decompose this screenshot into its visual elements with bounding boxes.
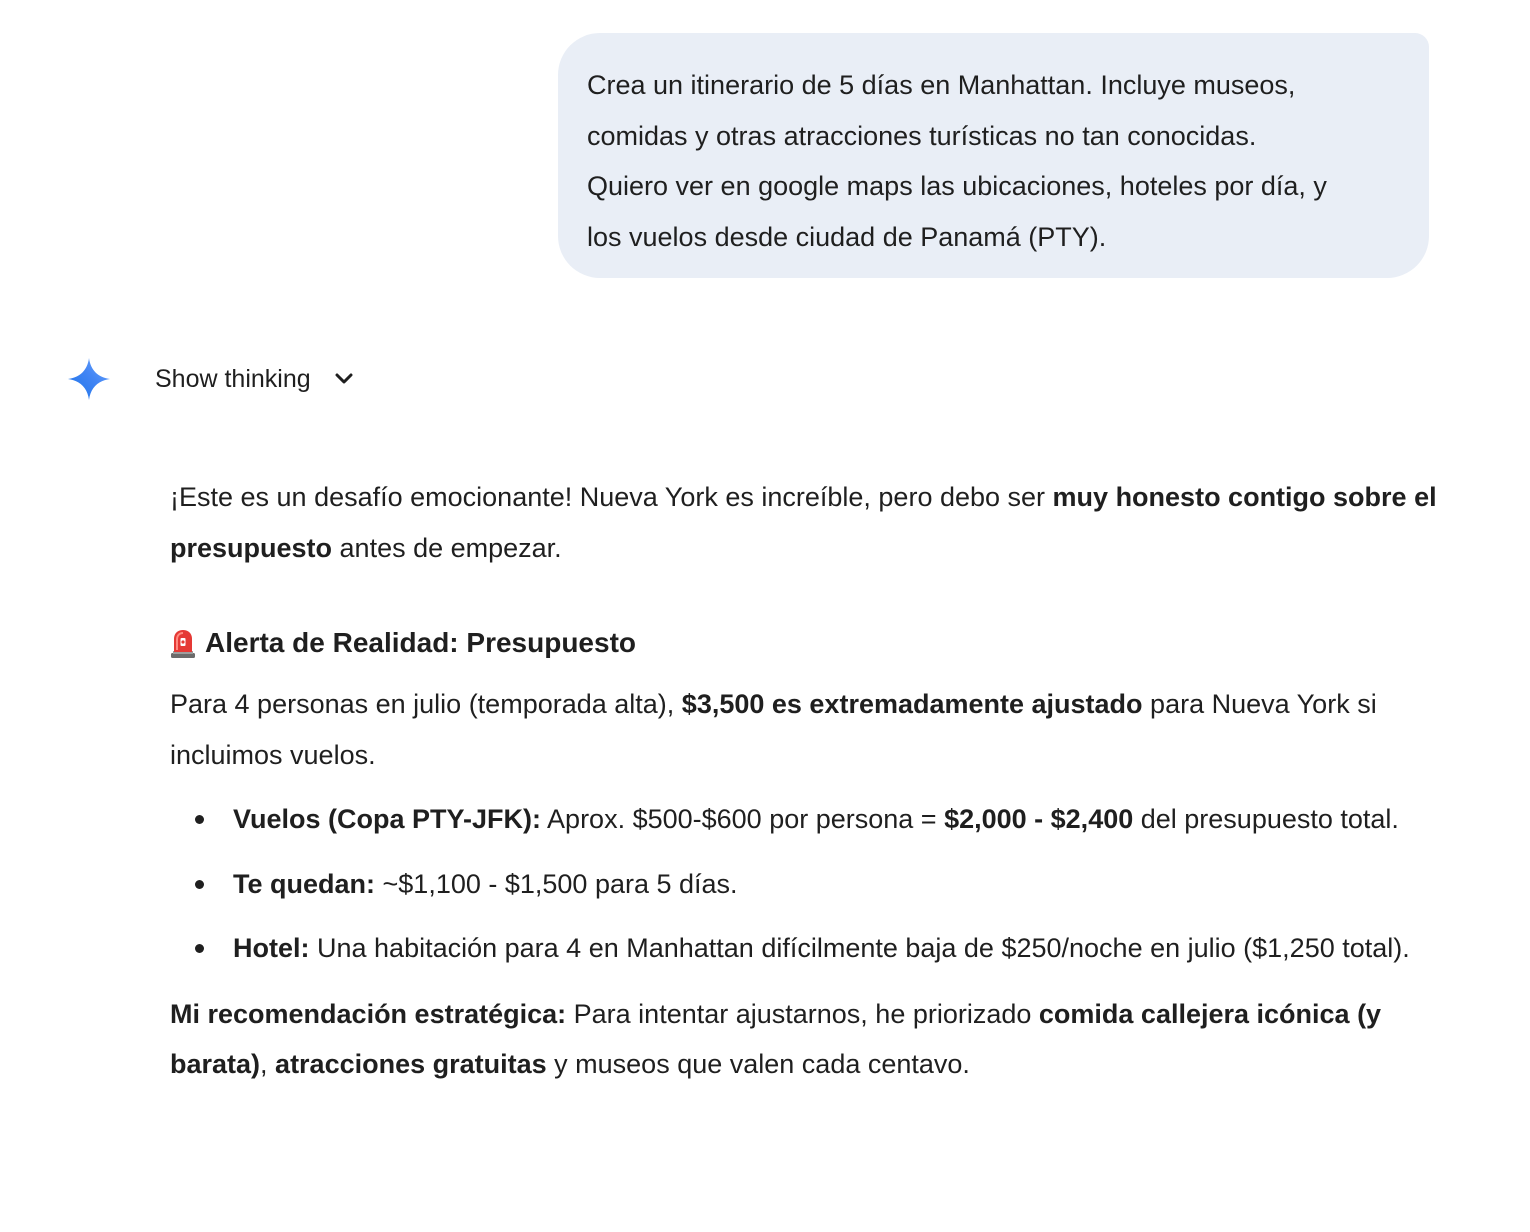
budget-paragraph	[170, 679, 1440, 780]
intro-bold: muy honesto contigo sobre el presupuesto	[170, 482, 1437, 563]
budget-bullet-list	[170, 794, 1440, 974]
bullet-text-end: del presupuesto total.	[1133, 804, 1399, 834]
budget-text: Para 4 personas en julio (temporada alta),	[170, 689, 682, 719]
show-thinking-button[interactable]	[155, 365, 357, 394]
budget-bold: $3,500 es extremadamente ajustado	[681, 689, 1143, 719]
list-item	[170, 923, 1440, 974]
recommendation-bold-1: comida callejera icónica (y barata)	[170, 998, 1382, 1079]
intro-paragraph	[170, 472, 1440, 573]
user-message-line-1: Crea un itinerario de 5 días en Manhattan. Incluye museos,	[587, 70, 1296, 100]
user-message-line-4: los vuelos desde ciudad de Panamá (PTY).	[587, 221, 1107, 252]
assistant-header	[66, 356, 357, 402]
chevron-down-icon	[331, 366, 357, 392]
budget-text-end: para Nueva York si incluimos vuelos.	[170, 689, 1377, 770]
alert-heading	[170, 618, 1440, 668]
bullet-bold: $2,000 - $2,400	[944, 804, 1134, 834]
bullet-label: Te quedan:	[233, 868, 376, 899]
list-item	[170, 859, 1440, 910]
user-message-line-3: Quiero ver en google maps las ubicaciones, hoteles por día, y	[587, 171, 1327, 201]
bullet-text: ~$1,100 - $1,500 para 5 días.	[375, 868, 738, 899]
assistant-response	[170, 472, 1440, 1090]
recommendation-sep: ,	[260, 1049, 276, 1079]
siren-emoji-icon	[170, 628, 196, 658]
gemini-sparkle-icon	[66, 356, 112, 402]
show-thinking-label: Show thinking	[155, 364, 311, 393]
user-message-line-2: comidas y otras atracciones turísticas no tan conocidas.	[587, 120, 1257, 151]
user-message-bubble	[558, 33, 1429, 278]
bullet-text: Una habitación para 4 en Manhattan difícilmente baja de $250/noche en julio ($1,250 total).	[309, 933, 1410, 963]
intro-text: ¡Este es un desafío emocionante! Nueva York es increíble, pero debo ser	[170, 482, 1053, 512]
recommendation-label: Mi recomendación estratégica:	[170, 998, 567, 1029]
intro-text-end: antes de empezar.	[332, 532, 562, 563]
recommendation-text: Para intentar ajustarnos, he priorizado	[566, 998, 1039, 1029]
bullet-label: Vuelos (Copa PTY-JFK):	[233, 804, 542, 834]
bullet-label: Hotel:	[233, 933, 310, 963]
list-item	[170, 794, 1440, 845]
bullet-text: Aprox. $500-$600 por persona =	[541, 804, 945, 834]
alert-heading-text: Alerta de Realidad: Presupuesto	[205, 627, 637, 658]
recommendation-paragraph	[170, 989, 1440, 1090]
recommendation-bold-2: atracciones gratuitas	[275, 1049, 547, 1079]
recommendation-text-end: y museos que valen cada centavo.	[546, 1049, 970, 1079]
